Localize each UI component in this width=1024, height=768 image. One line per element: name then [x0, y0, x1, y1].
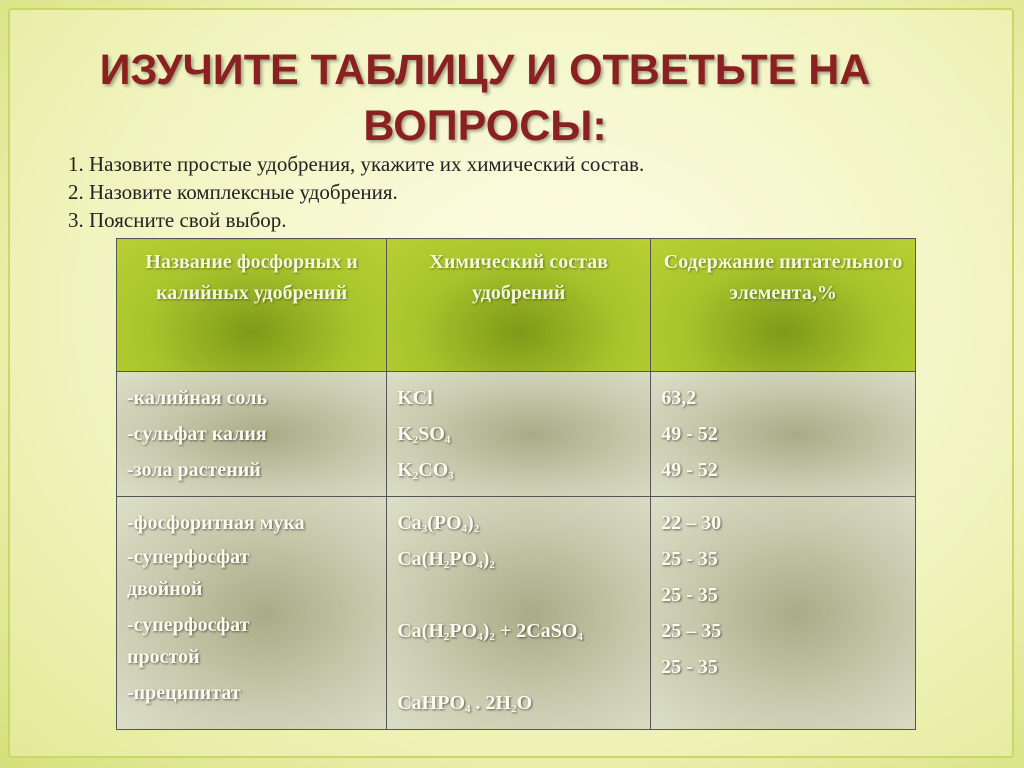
fertilizer-name: -фосфоритная мука	[127, 512, 305, 534]
header-content: Содержание питательного элемента,%	[651, 239, 916, 372]
formula-subscript: 2	[412, 470, 419, 482]
content-value: 49 - 52	[661, 423, 718, 445]
fertilizer-name: -суперфосфат простой	[127, 614, 250, 668]
content-value: 25 - 35	[661, 584, 718, 606]
content-value: 25 - 35	[661, 548, 718, 570]
formula-subscript: 4	[577, 631, 583, 643]
formula-subscript: 2	[511, 703, 517, 715]
content-value: 25 - 35	[661, 656, 718, 678]
fertilizer-name: -зола растений	[127, 459, 261, 481]
formula-subscript: 2	[489, 631, 495, 643]
phosphorus-formulas-cell	[387, 497, 651, 730]
table-header-row	[117, 239, 916, 372]
question-3: 3. Поясните свой выбор.	[68, 208, 287, 232]
content-value: 25 – 35	[661, 620, 722, 642]
fertilizer-name: -калийная соль	[127, 387, 268, 409]
title-line-1: ИЗУЧИТЕ ТАБЛИЦУ И ОТВЕТЬТЕ НА	[99, 46, 871, 94]
question-1: 1. Назовите простые удобрения, укажите их химический состав.	[68, 152, 645, 176]
formula-subscript: 2	[412, 434, 419, 446]
formula-subscript: 4	[477, 559, 483, 571]
header-formula: Химический состав удобрений	[387, 239, 651, 372]
fertilizer-name: -преципитат	[127, 682, 241, 704]
header-name: Название фосфорных и калийных удобрений	[117, 239, 387, 372]
potassium-contents-cell	[651, 372, 916, 497]
content-value: 63,2	[661, 387, 697, 409]
chemical-formula: $Ca(H_2PO_4)_2$ + 2CaSO$_4$	[397, 620, 583, 643]
phosphorus-names-cell	[117, 497, 387, 730]
formula-subscript: 4	[444, 434, 451, 446]
content-value: 49 - 52	[661, 459, 718, 481]
formula-subscript: 2	[489, 559, 495, 571]
chemical-formula: $Ca(H_2PO_4)_2$	[397, 548, 495, 571]
formula-subscript: 3	[448, 470, 454, 482]
chemical-formula: CaHPO$_4$ . $2H_2O$	[397, 692, 533, 715]
phosphorus-contents-cell	[651, 497, 916, 730]
chemical-formula: $Ca_3(PO_4)_2$	[397, 512, 480, 535]
questions-list	[68, 150, 928, 234]
formula-subscript: 4	[477, 631, 483, 643]
chemical-formula: KCl	[397, 387, 433, 409]
fertilizer-name: -суперфосфат двойной	[127, 546, 250, 600]
fertilizer-name: -сульфат калия	[127, 423, 267, 445]
table-row-phosphorus	[117, 497, 916, 730]
potassium-formulas-cell	[387, 372, 651, 497]
slide-title	[40, 42, 930, 154]
chemical-formula: $K_2SO_4$	[397, 423, 451, 446]
table-row-potassium	[117, 372, 916, 497]
formula-subscript: 2	[473, 523, 480, 535]
formula-subscript: 4	[465, 703, 471, 715]
content-value: 22 – 30	[661, 512, 722, 534]
question-2: 2. Назовите комплексные удобрения.	[68, 180, 398, 204]
formula-subscript: 2	[443, 631, 450, 643]
potassium-names-cell	[117, 372, 387, 497]
chemical-formula: $K_2CO_3$	[397, 459, 454, 482]
formula-subscript: 4	[461, 523, 468, 535]
fertilizer-table	[116, 238, 916, 730]
formula-subscript: 2	[443, 559, 450, 571]
formula-subscript: 3	[421, 523, 428, 535]
title-line-2: ВОПРОСЫ:	[363, 102, 607, 150]
